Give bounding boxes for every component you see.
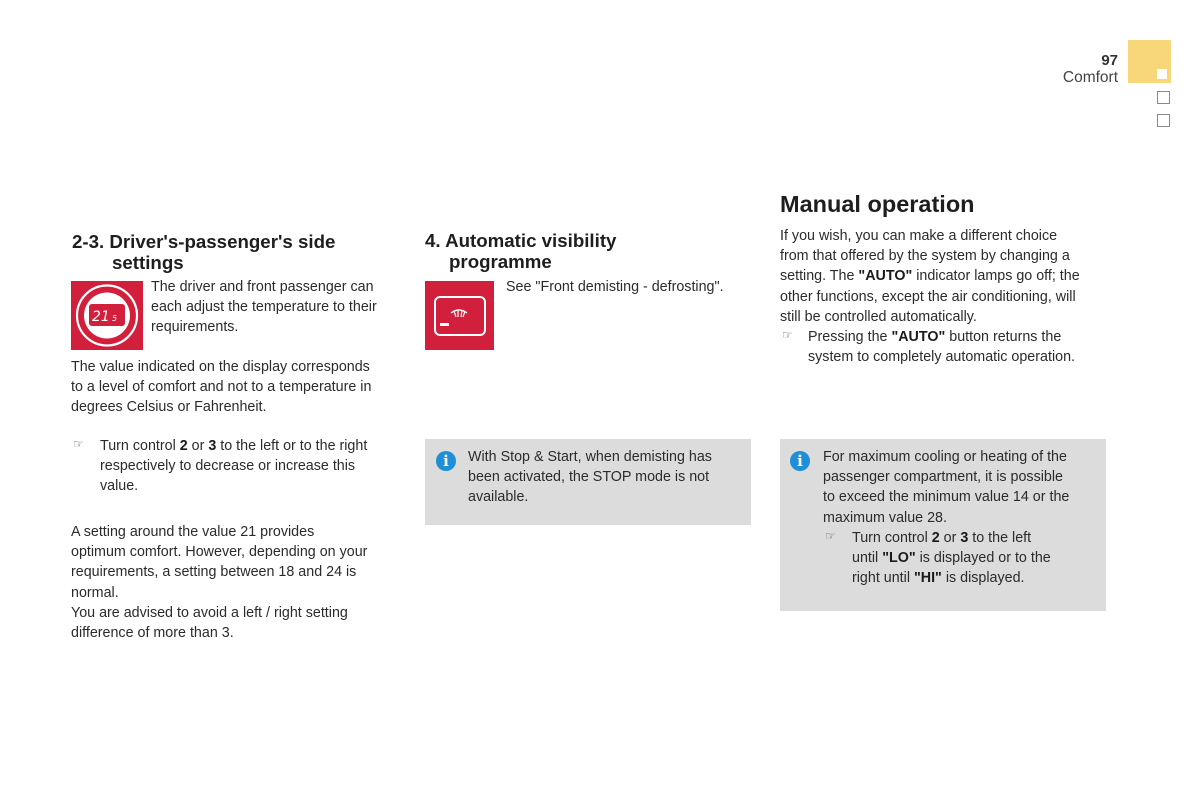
info-icon: i — [436, 451, 456, 471]
text-line: right until "HI" is displayed. — [852, 570, 1025, 587]
text-line: other functions, except the air conditioning, will — [780, 288, 1076, 305]
chapter-tab-empty — [1157, 91, 1170, 104]
bullet-turn-control — [100, 436, 400, 497]
intro-text — [151, 277, 401, 338]
text-line: The value indicated on the display corresponds — [71, 359, 370, 375]
text-line: passenger compartment, it is possible — [823, 469, 1063, 486]
chapter-tab-empty — [1157, 114, 1170, 127]
text-line: requirements. — [151, 319, 239, 336]
text-line: to exceed the minimum value 14 or the — [823, 489, 1070, 506]
text-line: each adjust the temperature to their — [151, 299, 377, 316]
text-line: value. — [100, 478, 139, 495]
text-line: still be controlled automatically. — [780, 308, 977, 325]
text-line: For maximum cooling or heating of the — [823, 449, 1067, 465]
text-line: See "Front demisting - defrosting". — [506, 279, 724, 295]
bullet-hand-icon: ☞ — [73, 437, 84, 451]
text-line: system to completely automatic operation. — [808, 349, 1075, 366]
heading-driver-passenger-settings — [72, 231, 402, 273]
text-line: maximum value 28. — [823, 509, 947, 526]
bullet-hand-icon: ☞ — [782, 328, 793, 342]
section-title: Comfort — [1062, 69, 1118, 86]
tab-marker — [1157, 69, 1167, 79]
text-line: With Stop & Start, when demisting has — [468, 449, 712, 465]
heading-line: Driver's-passenger's side — [109, 231, 336, 252]
comfort-advice — [71, 522, 406, 643]
text-line: setting. The "AUTO" indicator lamps go off; the — [780, 268, 1080, 285]
temperature-dial-icon — [71, 281, 143, 350]
chapter-tab-active — [1128, 40, 1171, 83]
text-line: available. — [468, 489, 529, 506]
text-line: If you wish, you can make a different choice — [780, 228, 1058, 244]
text-line: normal. — [71, 584, 119, 601]
text-line: Pressing the "AUTO" button returns the — [808, 329, 1062, 345]
display-value: 21 — [92, 309, 110, 325]
text-line: respectively to decrease or increase this — [100, 458, 356, 475]
see-reference — [506, 277, 756, 297]
demist-button-illustration — [425, 281, 494, 350]
text-line: degrees Celsius or Fahrenheit. — [71, 399, 267, 416]
heading-line: Automatic visibility — [445, 230, 617, 251]
manual-operation-text — [780, 226, 1115, 327]
windscreen-demist-icon — [425, 281, 494, 350]
temperature-display-illustration — [71, 281, 143, 350]
text-line: You are advised to avoid a left / right setting — [71, 604, 348, 621]
text-line: Turn control 2 or 3 to the left or to the right — [100, 438, 368, 454]
text-line: from that offered by the system by changing a — [780, 248, 1070, 265]
display-suffix: 5 — [112, 314, 118, 323]
info-note-max-cooling — [780, 439, 1106, 611]
heading-line: programme — [449, 251, 552, 272]
heading-manual-operation: Manual operation — [780, 191, 975, 217]
text-line: A setting around the value 21 provides — [71, 524, 315, 540]
heading-number: 2-3. — [72, 231, 105, 252]
text-line: been activated, the STOP mode is not — [468, 469, 710, 486]
text-line: requirements, a setting between 18 and 24 is — [71, 564, 357, 581]
display-explanation — [71, 357, 406, 418]
text-line: The driver and front passenger can — [151, 279, 374, 295]
text-line: difference of more than 3. — [71, 625, 234, 642]
bullet-auto-button — [808, 327, 1108, 367]
heading-automatic-visibility — [425, 230, 755, 272]
text-line: to a level of comfort and not to a temperature in — [71, 379, 372, 396]
info-icon: i — [790, 451, 810, 471]
page-number: 97 — [1101, 52, 1118, 69]
text-line: until "LO" is displayed or to the — [852, 550, 1051, 567]
info-note-stop-start — [425, 439, 751, 525]
text-line: optimum comfort. However, depending on your — [71, 544, 368, 561]
text-line: Turn control 2 or 3 to the left — [852, 530, 1032, 546]
heading-line: settings — [112, 252, 184, 273]
bullet-hand-icon: ☞ — [825, 529, 836, 543]
heading-number: 4. — [425, 230, 441, 251]
